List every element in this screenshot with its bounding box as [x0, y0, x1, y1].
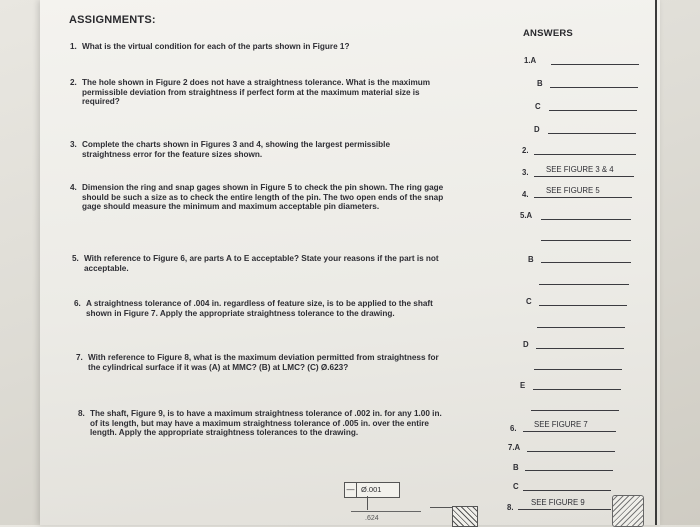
answer-2-line[interactable] — [534, 154, 636, 155]
answer-6-line[interactable] — [523, 431, 616, 432]
answer-5a-label: 5.A — [520, 211, 533, 220]
question-3: 3. Complete the charts shown in Figures 3 and 4, showing the largest permissible straightness error for the feature sizes shown. — [70, 140, 391, 159]
answer-7a-label: 7.A — [508, 443, 521, 452]
shaft-outline — [351, 511, 421, 526]
answer-1c-line[interactable] — [549, 110, 637, 111]
answer-1d-line[interactable] — [548, 133, 636, 134]
answer-5b-label: B — [528, 255, 534, 264]
feature-control-frame — [344, 482, 400, 498]
answer-8-text: SEE FIGURE 9 — [531, 498, 585, 507]
answer-7b-label: B — [513, 463, 519, 472]
question-4: 4. Dimension the ring and snap gages shown in Figure 5 to check the pin shown. The ring gage should be such a size as to check the entire length of the pin. The two open ends of the snap gage should measure the minimum and maximum acceptable pin diameters. — [70, 183, 444, 212]
answer-2-label: 2. — [522, 146, 529, 155]
dimension-value: .624 — [365, 515, 379, 522]
answer-7b-line[interactable] — [525, 470, 613, 471]
answer-5b-line[interactable] — [541, 262, 631, 263]
answer-3-line[interactable] — [534, 176, 634, 177]
question-5: 5. With reference to Figure 6, are parts A to E acceptable? State your reasons if the part is not acceptable. — [72, 254, 439, 273]
answer-5e-line-2[interactable] — [531, 410, 619, 411]
tolerance-value: Ø.001 — [361, 485, 382, 494]
question-8: 8. The shaft, Figure 9, is to have a maximum straightness tolerance of .002 in. for any 1.00 in. of its length, but may have a maximum straightness tolerance of .005 in. over the entire length. Apply the appropriate straightness tolerances to the drawing. — [78, 409, 442, 438]
answer-1b-label: B — [537, 79, 543, 88]
question-2: 2. The hole shown in Figure 2 does not have a straightness tolerance. What is the maximum permissible deviation from straightness if perfect form at the maximum material size is required? — [70, 78, 431, 107]
answer-8-line[interactable] — [518, 509, 611, 510]
answer-6-label: 6. — [510, 424, 517, 433]
figure-line — [430, 507, 452, 508]
question-7: 7. With reference to Figure 8, what is the maximum deviation permitted from straightness for the cylindrical surface if it was (A) at MMC? (B) at LMC? (C) Ø.623? — [76, 353, 439, 372]
answer-8-label: 8. — [507, 503, 514, 512]
answer-5c-line[interactable] — [539, 305, 627, 306]
straightness-symbol-icon: — — [345, 483, 357, 497]
hatched-block — [612, 495, 644, 527]
answer-1a-line[interactable] — [551, 64, 639, 65]
answer-5d-line[interactable] — [536, 348, 624, 349]
answer-7a-line[interactable] — [527, 451, 615, 452]
answer-1b-line[interactable] — [550, 87, 638, 88]
answer-5c-line-2[interactable] — [537, 327, 625, 328]
answer-7c-label: C — [513, 482, 519, 491]
question-6: 6. A straightness tolerance of .004 in. regardless of feature size, is to be applied to the shaft shown in Figure 7. Apply the appropriate straightness tolerance to the drawing. — [74, 299, 433, 318]
answer-5e-label: E — [520, 381, 526, 390]
assignments-title: ASSIGNMENTS: — [69, 14, 156, 26]
answer-5d-label: D — [523, 340, 529, 349]
leader-line — [367, 496, 368, 510]
answer-6-text: SEE FIGURE 7 — [534, 420, 588, 429]
answer-3-label: 3. — [522, 168, 529, 177]
answer-1d-label: D — [534, 125, 540, 134]
answers-title: ANSWERS — [523, 28, 573, 39]
answer-7c-line[interactable] — [523, 490, 611, 491]
answer-5a-line[interactable] — [541, 219, 631, 220]
answer-5d-line-2[interactable] — [534, 369, 622, 370]
answer-1c-label: C — [535, 102, 541, 111]
answer-5c-label: C — [526, 297, 532, 306]
answer-3-text: SEE FIGURE 3 & 4 — [546, 165, 614, 174]
answer-1a-label: 1.A — [524, 56, 537, 65]
answer-4-text: SEE FIGURE 5 — [546, 186, 600, 195]
answer-4-label: 4. — [522, 190, 529, 199]
answer-5e-line[interactable] — [533, 389, 621, 390]
answer-5b-line-2[interactable] — [539, 284, 629, 285]
answer-5a-line-2[interactable] — [541, 240, 631, 241]
question-1: 1. What is the virtual condition for each of the parts shown in Figure 1? — [70, 42, 350, 51]
answer-4-line[interactable] — [534, 197, 632, 198]
hatched-section — [452, 506, 478, 527]
page-border — [655, 0, 657, 525]
